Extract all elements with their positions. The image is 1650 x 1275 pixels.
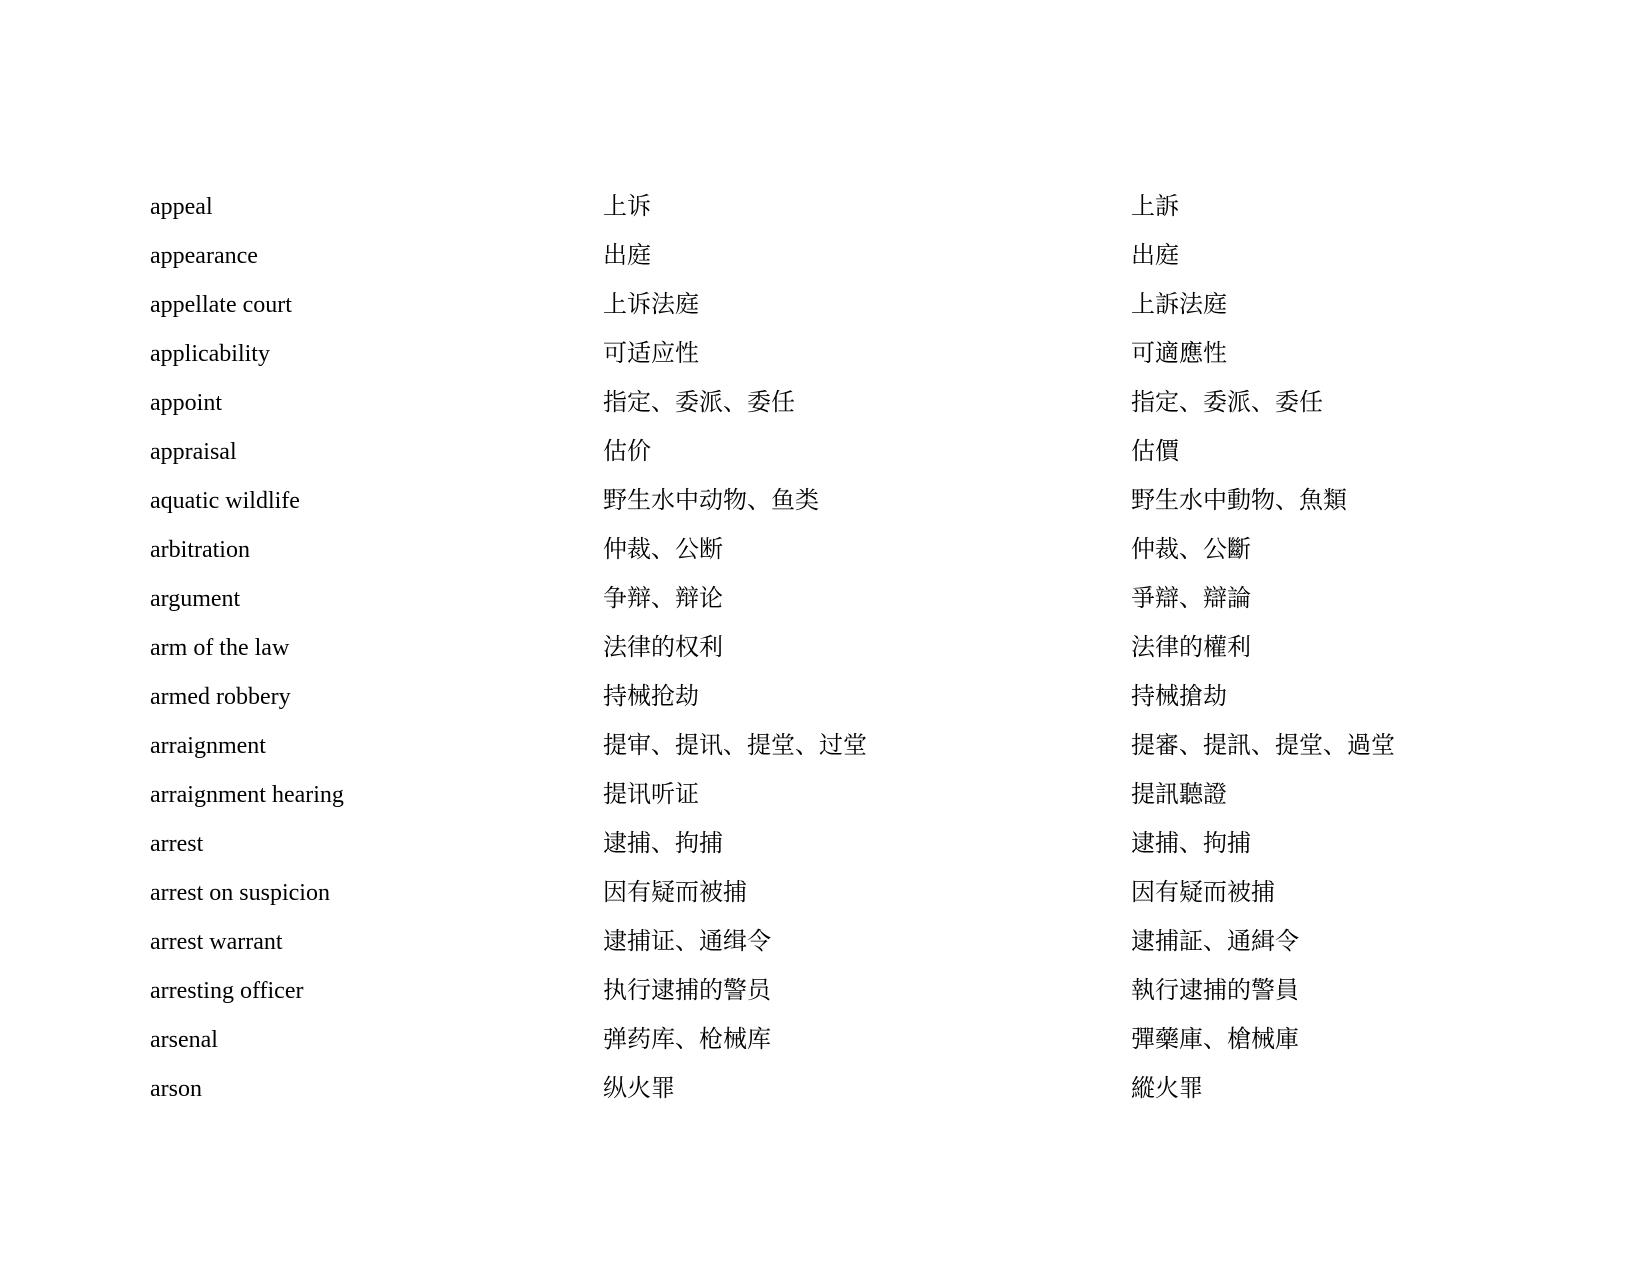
traditional-chinese-term: 縱火罪 xyxy=(1131,1076,1203,1102)
simplified-chinese-term: 争辩、辩论 xyxy=(603,586,723,612)
glossary-row xyxy=(150,535,1530,584)
traditional-chinese-term: 上訴 xyxy=(1131,194,1179,220)
traditional-chinese-term: 持械搶劫 xyxy=(1131,684,1227,710)
english-term: arbitration xyxy=(150,537,250,563)
english-term: argument xyxy=(150,586,241,612)
traditional-chinese-term: 法律的權利 xyxy=(1131,635,1251,661)
simplified-chinese-term: 法律的权利 xyxy=(603,635,723,661)
glossary-row xyxy=(150,388,1530,437)
glossary-row xyxy=(150,682,1530,731)
traditional-chinese-term: 出庭 xyxy=(1131,243,1179,269)
simplified-chinese-term: 提审、提讯、提堂、过堂 xyxy=(603,733,867,759)
simplified-chinese-term: 因有疑而被捕 xyxy=(603,880,747,906)
simplified-chinese-term: 逮捕、拘捕 xyxy=(603,831,723,857)
english-term: arson xyxy=(150,1076,202,1102)
traditional-chinese-term: 彈藥庫、槍械庫 xyxy=(1131,1027,1299,1053)
traditional-chinese-term: 仲裁、公斷 xyxy=(1131,537,1251,563)
traditional-chinese-term: 爭辯、辯論 xyxy=(1131,586,1251,612)
traditional-chinese-term: 因有疑而被捕 xyxy=(1131,880,1275,906)
english-term: arraignment hearing xyxy=(150,782,344,808)
glossary-row xyxy=(150,927,1530,976)
glossary-row xyxy=(150,633,1530,682)
simplified-chinese-term: 指定、委派、委任 xyxy=(603,390,795,416)
glossary-row xyxy=(150,437,1530,486)
simplified-chinese-term: 上诉法庭 xyxy=(603,292,699,318)
simplified-chinese-term: 提讯听证 xyxy=(603,782,699,808)
glossary-row xyxy=(150,731,1530,780)
english-term: arrest on suspicion xyxy=(150,880,330,906)
english-term: armed robbery xyxy=(150,684,291,710)
english-term: arrest xyxy=(150,831,204,857)
simplified-chinese-term: 持械抢劫 xyxy=(603,684,699,710)
english-term: appoint xyxy=(150,390,222,416)
simplified-chinese-term: 纵火罪 xyxy=(603,1076,675,1102)
simplified-chinese-term: 弹药库、枪械库 xyxy=(603,1027,771,1053)
simplified-chinese-term: 上诉 xyxy=(603,194,651,220)
glossary-table xyxy=(150,192,1530,1123)
glossary-row xyxy=(150,339,1530,388)
english-term: arraignment xyxy=(150,733,266,759)
english-term: appraisal xyxy=(150,439,237,465)
traditional-chinese-term: 估價 xyxy=(1131,439,1179,465)
glossary-row xyxy=(150,1025,1530,1074)
english-term: arrest warrant xyxy=(150,929,283,955)
glossary-row xyxy=(150,486,1530,535)
english-term: aquatic wildlife xyxy=(150,488,300,514)
glossary-row xyxy=(150,829,1530,878)
glossary-row xyxy=(150,241,1530,290)
glossary-row xyxy=(150,290,1530,339)
traditional-chinese-term: 逮捕、拘捕 xyxy=(1131,831,1251,857)
english-term: appeal xyxy=(150,194,213,220)
english-term: appearance xyxy=(150,243,258,269)
simplified-chinese-term: 可适应性 xyxy=(603,341,699,367)
glossary-row xyxy=(150,976,1530,1025)
english-term: appellate court xyxy=(150,292,292,318)
glossary-row xyxy=(150,584,1530,633)
simplified-chinese-term: 估价 xyxy=(603,439,651,465)
traditional-chinese-term: 提訊聽證 xyxy=(1131,782,1227,808)
glossary-row xyxy=(150,878,1530,927)
glossary-row xyxy=(150,780,1530,829)
traditional-chinese-term: 指定、委派、委任 xyxy=(1131,390,1323,416)
glossary-row xyxy=(150,1074,1530,1123)
english-term: arm of the law xyxy=(150,635,290,661)
simplified-chinese-term: 执行逮捕的警员 xyxy=(603,978,771,1004)
traditional-chinese-term: 提審、提訊、提堂、過堂 xyxy=(1131,733,1395,759)
traditional-chinese-term: 執行逮捕的警員 xyxy=(1131,978,1299,1004)
english-term: arresting officer xyxy=(150,978,304,1004)
traditional-chinese-term: 逮捕証、通緝令 xyxy=(1131,929,1299,955)
traditional-chinese-term: 野生水中動物、魚類 xyxy=(1131,488,1347,514)
simplified-chinese-term: 逮捕证、通缉令 xyxy=(603,929,771,955)
english-term: applicability xyxy=(150,341,270,367)
traditional-chinese-term: 上訴法庭 xyxy=(1131,292,1227,318)
simplified-chinese-term: 仲裁、公断 xyxy=(603,537,723,563)
simplified-chinese-term: 出庭 xyxy=(603,243,651,269)
traditional-chinese-term: 可適應性 xyxy=(1131,341,1227,367)
english-term: arsenal xyxy=(150,1027,218,1053)
simplified-chinese-term: 野生水中动物、鱼类 xyxy=(603,488,819,514)
glossary-row xyxy=(150,192,1530,241)
